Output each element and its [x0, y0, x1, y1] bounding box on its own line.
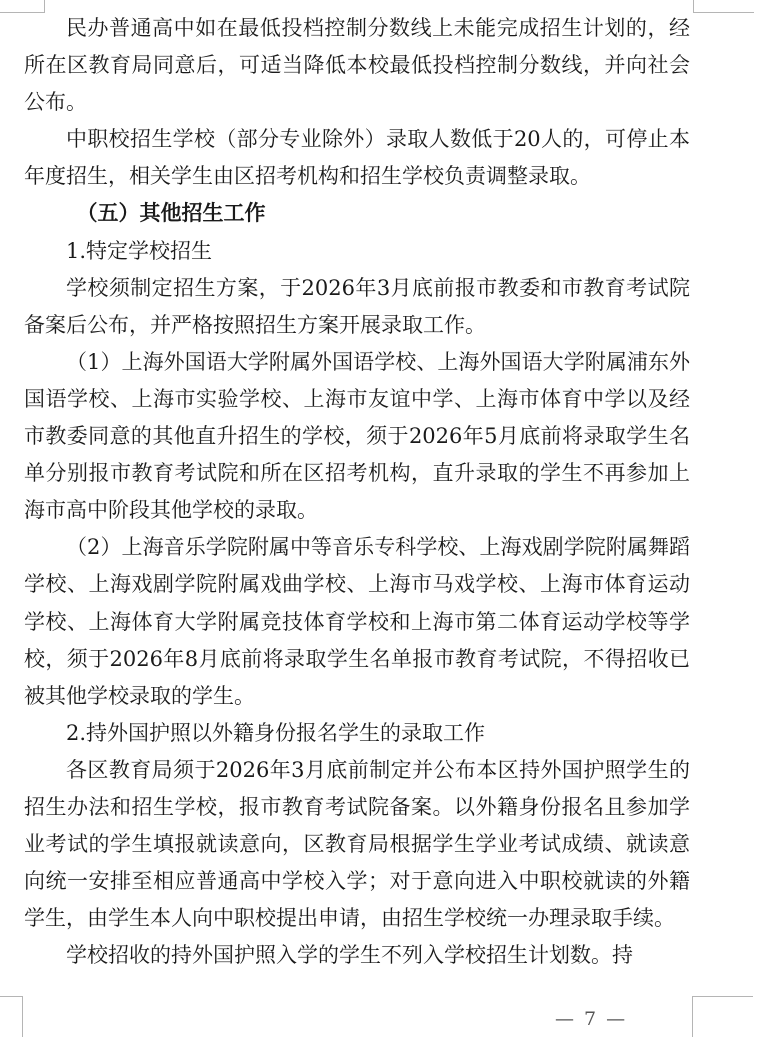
- paragraph-foreign-student-procedure: 各区教育局须于2026年3月底前制定并公布本区持外国护照学生的招生办法和招生学校，报市教育考试院备案。以外籍身份报名且参加学业考试的学生填报就读意向，区教育局根据学生学业考试成绩、就读意向统一安排至相应普通高中学校入学；对于意向进入中职校就读的外籍学生，由学生本人向中职校提出申请，由招生学校统一办理录取手续。: [24, 757, 690, 931]
- paragraph-arts-sports-schools: （2）上海音乐学院附属中等音乐专科学校、上海戏剧学院附属舞蹈学校、上海戏剧学院附属戏曲学校、上海市马戏学校、上海市体育运动学校、上海体育大学附属竞技体育学校和上海市第二体育运动学校等学校，须于2026年8月底前将录取学生名单报市教育考试院，不得招收已被其他学校录取的学生。: [24, 535, 690, 708]
- section-heading-other-enrollment: （五）其他招生工作: [76, 201, 266, 226]
- subheading-special-schools: 1.特定学校招生: [66, 238, 213, 263]
- page-number: — 7 —: [555, 1008, 628, 1030]
- paragraph-direct-admission-schools: （1）上海外国语大学附属外国语学校、上海外国语大学附属浦东外国语学校、上海市实验学校、上海市友谊中学、上海市体育中学以及经市教委同意的其他直升招生的学校，须于2026年5月底前将录取学生名单分别报市教育考试院和所在区招考机构，直升录取的学生不再参加上海市高中阶段其他学校的录取。: [24, 349, 690, 523]
- crop-mark-bottom-left: [0, 996, 23, 1037]
- crop-mark-top-right: [693, 0, 754, 13]
- subheading-foreign-passport-students: 2.持外国护照以外籍身份报名学生的录取工作: [66, 720, 486, 745]
- document-body: [24, 10, 690, 974]
- paragraph-enrollment-plan: 学校须制定招生方案，于2026年3月底前报市教委和市教育考试院备案后公布，并严格按照招生方案开展录取工作。: [24, 275, 690, 337]
- paragraph-foreign-student-quota: 学校招收的持外国护照入学的学生不列入学校招生计划数。持: [66, 943, 633, 968]
- crop-mark-bottom-right: [692, 996, 753, 1037]
- paragraph-private-school-admission: 民办普通高中如在最低投档控制分数线上未能完成招生计划的，经所在区教育局同意后，可适当降低本校最低投档控制分数线，并向社会公布。: [24, 16, 690, 115]
- paragraph-vocational-school-admission: 中职校招生学校（部分专业除外）录取人数低于20人的，可停止本年度招生，相关学生由区招考机构和招生学校负责调整录取。: [24, 127, 690, 189]
